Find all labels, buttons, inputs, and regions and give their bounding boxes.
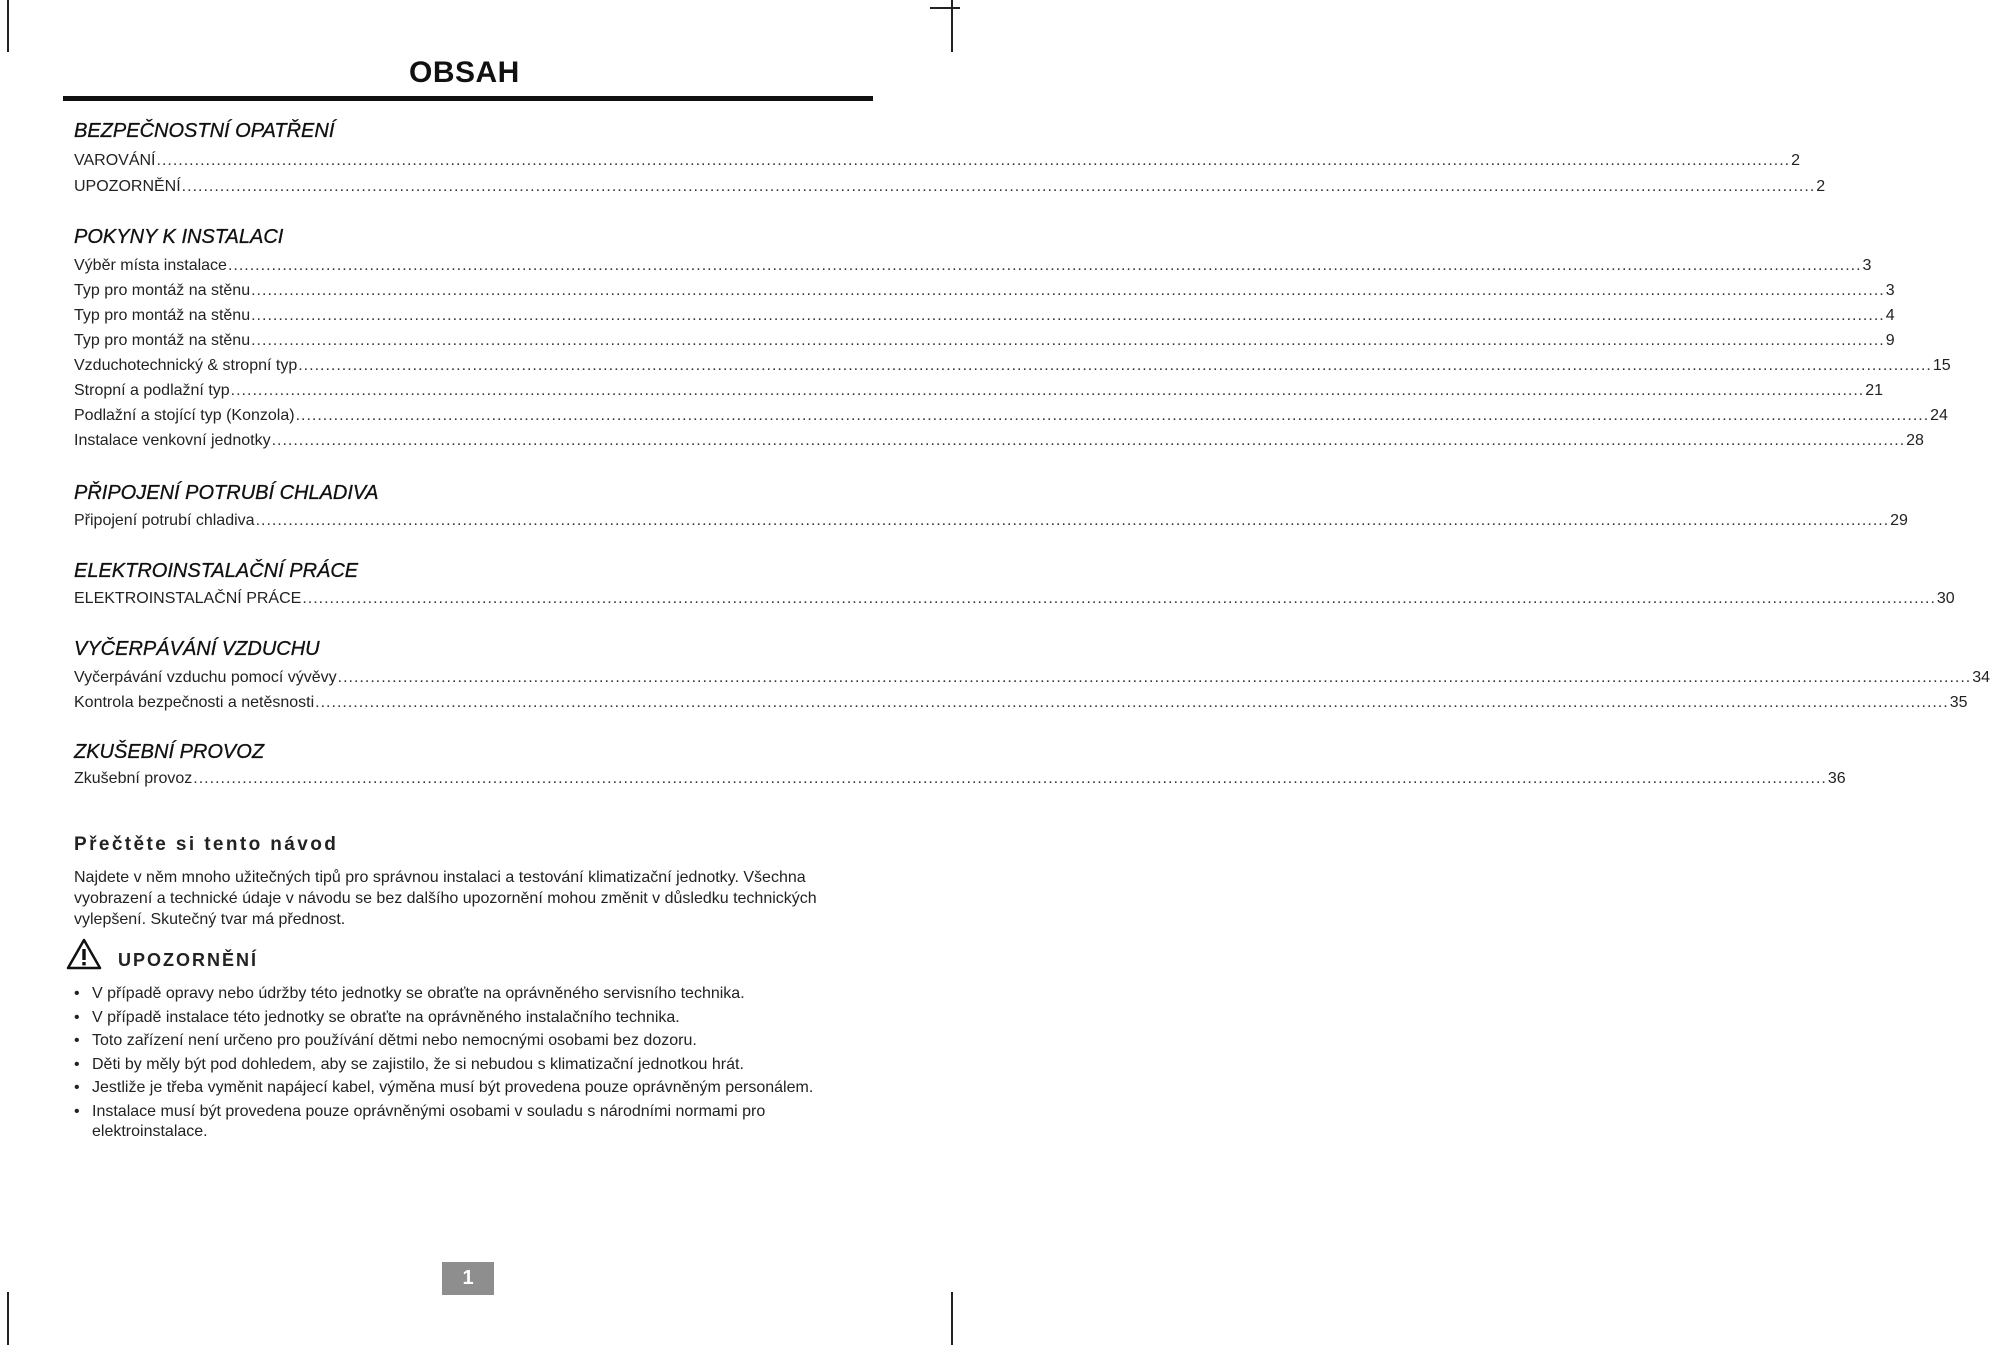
toc-section-heading: PŘIPOJENÍ POTRUBÍ CHLADIVA <box>74 482 379 504</box>
toc-entry[interactable] <box>74 357 1951 377</box>
list-item <box>74 1031 834 1051</box>
toc-leader-dots: ............................................................................................................................................................................................................................................................................................................ <box>251 282 1885 299</box>
toc-leader-dots: ............................................................................................................................................................................................................................................................................................................ <box>255 512 1890 529</box>
warning-triangle-icon <box>66 938 102 970</box>
toc-entry[interactable] <box>74 694 1968 714</box>
caution-item-text: Toto zařízení není určeno pro používání dětmi nebo nemocnými osobami bez dozoru. <box>92 1032 697 1049</box>
toc-entry-page: 4 <box>1885 307 1895 324</box>
caution-item-text: V případě instalace této jednotky se obraťte na oprávněného instalačního technika. <box>92 1008 680 1026</box>
toc-entry-label: Zkušební provoz <box>74 770 193 787</box>
crop-mark-bottom-left-v <box>7 1292 9 1345</box>
toc-entry-label: Výběr místa instalace <box>74 257 227 274</box>
toc-entry[interactable] <box>74 512 1908 532</box>
bullet-icon: • <box>74 1032 80 1049</box>
toc-entry-label: Typ pro montáž na stěnu <box>74 332 251 349</box>
toc-entry-page: 36 <box>1827 770 1846 787</box>
toc-entry-label: Instalace venkovní jednotky <box>74 432 271 449</box>
toc-entry[interactable] <box>74 382 1884 402</box>
list-item <box>74 984 834 1004</box>
toc-leader-dots: ............................................................................................................................................................................................................................................................................................................ <box>227 257 1862 274</box>
toc-entry[interactable] <box>74 282 1895 302</box>
toc-leader-dots: ............................................................................................................................................................................................................................................................................................................ <box>230 382 1865 399</box>
toc-entry[interactable] <box>74 152 1800 172</box>
toc-entry-label: Typ pro montáž na stěnu <box>74 282 251 299</box>
toc-entry-page: 2 <box>1816 178 1826 195</box>
toc-entry-page: 3 <box>1885 282 1895 299</box>
toc-leader-dots: ............................................................................................................................................................................................................................................................................................................ <box>181 178 1816 195</box>
toc-entry-label: Vyčerpávání vzduchu pomocí vývěvy <box>74 669 337 686</box>
toc-section-heading: VYČERPÁVÁNÍ VZDUCHU <box>74 638 320 660</box>
toc-entry-label: Kontrola bezpečnosti a netěsnosti <box>74 694 315 711</box>
toc-leader-dots: ............................................................................................................................................................................................................................................................................................................ <box>156 152 1791 169</box>
toc-entry-label: ELEKTROINSTALAČNÍ PRÁCE <box>74 590 302 607</box>
toc-entry[interactable] <box>74 432 1924 452</box>
toc-leader-dots: ............................................................................................................................................................................................................................................................................................................ <box>271 432 1906 449</box>
page-title: OBSAH <box>409 56 520 89</box>
list-item <box>74 1008 834 1028</box>
toc-entry[interactable] <box>74 257 1872 277</box>
toc-section-heading: ZKUŠEBNÍ PROVOZ <box>74 741 265 763</box>
toc-entry-label: VAROVÁNÍ <box>74 152 156 169</box>
bullet-icon: • <box>74 1079 80 1096</box>
toc-entry[interactable] <box>74 332 1895 352</box>
bullet-icon: • <box>74 1055 80 1073</box>
toc-entry[interactable] <box>74 590 1955 610</box>
toc-entry-page: 2 <box>1791 152 1800 169</box>
list-item <box>74 1078 834 1098</box>
crop-mark-top-left-v <box>7 0 9 52</box>
toc-leader-dots: ............................................................................................................................................................................................................................................................................................................ <box>193 770 1827 787</box>
toc-entry-page: 34 <box>1972 669 1990 686</box>
crop-mark-bottom-right-v <box>951 1292 953 1345</box>
toc-entry-label: Podlažní a stojící typ (Konzola) <box>74 407 295 424</box>
bullet-icon: • <box>74 985 80 1002</box>
toc-entry-label: Vzduchotechnický & stropní typ <box>74 357 298 374</box>
read-manual-paragraph: Najdete v něm mnoho užitečných tipů pro správnou instalaci a testování klimatizační jednotky. Všechna vyobrazení a technické údaje v návodu se bez dalšího upozornění mohou změnit v důsledku technických vylepšení. Skutečný tvar má přednost. <box>74 869 817 928</box>
caution-list <box>74 984 834 1145</box>
toc-entry[interactable] <box>74 307 1895 327</box>
crop-mark-top-right-h <box>930 7 960 9</box>
title-rule <box>63 96 873 101</box>
toc-entry-label: Připojení potrubí chladiva <box>74 512 255 529</box>
toc-entry-page: 35 <box>1949 694 1968 711</box>
caution-heading: UPOZORNĚNÍ <box>118 950 259 970</box>
toc-leader-dots: ............................................................................................................................................................................................................................................................................................................ <box>251 332 1885 349</box>
toc-entry-page: 9 <box>1885 332 1895 349</box>
toc-entry-page: 29 <box>1890 512 1908 529</box>
toc-entry[interactable] <box>74 407 1948 427</box>
toc-entry-page: 3 <box>1862 257 1872 274</box>
toc-section-heading: ELEKTROINSTALAČNÍ PRÁCE <box>74 560 359 582</box>
toc-leader-dots: ............................................................................................................................................................................................................................................................................................................ <box>251 307 1885 324</box>
bullet-icon: • <box>74 1102 80 1120</box>
caution-item-text: Instalace musí být provedena pouze oprávněnými osobami v souladu s národními normami pro elektroinstalace. <box>92 1102 766 1140</box>
toc-section-heading: POKYNY K INSTALACI <box>74 226 284 248</box>
toc-entry-label: Typ pro montáž na stěnu <box>74 307 251 324</box>
list-item <box>74 1055 834 1075</box>
toc-entry-page: 21 <box>1865 382 1884 399</box>
toc-leader-dots: ............................................................................................................................................................................................................................................................................................................ <box>315 694 1949 711</box>
toc-leader-dots: ............................................................................................................................................................................................................................................................................................................ <box>337 669 1972 686</box>
list-item <box>74 1102 834 1142</box>
page-number: 1 <box>442 1262 494 1295</box>
toc-entry-page: 28 <box>1906 432 1924 449</box>
caution-item-text: Jestliže je třeba vyměnit napájecí kabel, výměna musí být provedena pouze oprávněným personálem. <box>92 1079 814 1096</box>
toc-section-heading: BEZPEČNOSTNÍ OPATŘENÍ <box>74 120 335 142</box>
toc-leader-dots: ............................................................................................................................................................................................................................................................................................................ <box>298 357 1932 374</box>
toc-entry[interactable] <box>74 178 1826 198</box>
toc-leader-dots: ............................................................................................................................................................................................................................................................................................................ <box>302 590 1936 607</box>
toc-entry-label: UPOZORNĚNÍ <box>74 178 181 195</box>
toc-entry-page: 24 <box>1930 407 1948 424</box>
toc-entry[interactable] <box>74 770 1846 790</box>
toc-entry[interactable] <box>74 669 1990 689</box>
caution-item-text: V případě opravy nebo údržby této jednotky se obraťte na oprávněného servisního technika. <box>92 985 745 1002</box>
read-manual-heading: Přečtěte si tento návod <box>74 834 339 855</box>
toc-entry-label: Stropní a podlažní typ <box>74 382 230 399</box>
caution-item-text: Děti by měly být pod dohledem, aby se zajistilo, že si nebudou s klimatizační jednotkou hrát. <box>92 1055 744 1073</box>
bullet-icon: • <box>74 1008 80 1026</box>
toc-leader-dots: ............................................................................................................................................................................................................................................................................................................ <box>295 407 1930 424</box>
toc-entry-page: 15 <box>1932 357 1951 374</box>
toc-entry-page: 30 <box>1936 590 1955 607</box>
